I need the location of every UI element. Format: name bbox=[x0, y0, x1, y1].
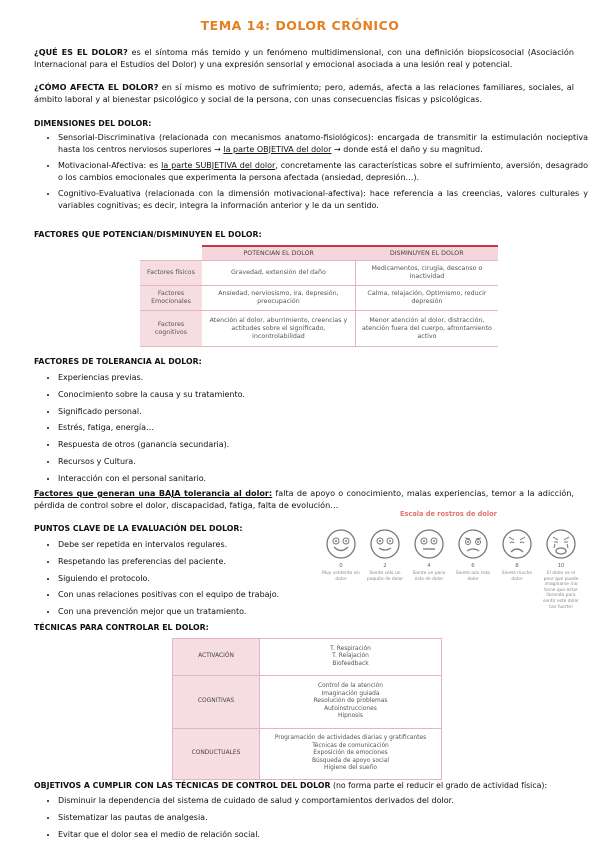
evaluation-heading: PUNTOS CLAVE DE LA EVALUACIÓN DEL DOLOR: bbox=[34, 524, 243, 533]
list-item: • Significado personal. bbox=[58, 406, 588, 418]
list-item: • Con unas relaciones positivas con el equipo de trabajo. bbox=[58, 589, 318, 601]
list-item: • Respuesta de otros (ganancia secundaria). bbox=[58, 439, 588, 451]
technique-line: Higiene del sueño bbox=[324, 765, 377, 772]
question-how-pain-affects: ¿CÓMO AFECTA EL DOLOR? bbox=[34, 82, 159, 92]
row-label: CONDUCTUALES bbox=[173, 729, 260, 780]
list-item: • Disminuir la dependencia del sistema de cuidado de salud y comportamientos derivados del dolor. bbox=[58, 795, 588, 807]
cell-potencian: Ansiedad, nerviosismo, ira, depresión, preocupación bbox=[202, 286, 355, 311]
pain-face-number: 4 bbox=[427, 563, 431, 569]
question-what-is-pain: ¿QUÉ ES EL DOLOR? bbox=[34, 47, 128, 57]
pain-face-8 bbox=[498, 528, 536, 582]
pain-face-4 bbox=[410, 528, 448, 582]
list-item: • Siguiendo el protocolo. bbox=[58, 573, 318, 585]
cell-disminuyen: Menor atención al dolor, distracción, atención fuera del cuerpo, afrontamiento activo bbox=[355, 311, 498, 347]
dimension-sensorial bbox=[58, 132, 588, 155]
objectives-heading: OBJETIVOS A CUMPLIR CON LAS TÉCNICAS DE CONTROL DEL DOLOR bbox=[34, 781, 331, 790]
technique-line: Control de la atención bbox=[317, 683, 383, 690]
dimension-motivacional-tail: , concretamente las características sobre el sufrimiento, aversión, desagrado o los cambios emocionales que experimenta la persona afectada (ansiedad, depresión…). bbox=[58, 161, 588, 182]
list-item: • Evitar que el dolor sea el medio de relación social. bbox=[58, 829, 588, 841]
pain-face-label: Siente aún más dolor bbox=[455, 571, 491, 582]
pain-face-0 bbox=[322, 528, 360, 582]
pain-face-label: El dolor es el peor que puede imaginarse (no tiene que estar llorando para sentir este dolor tan fuerte) bbox=[543, 571, 579, 610]
factors-col-disminuyen: DISMINUYEN EL DOLOR bbox=[355, 246, 498, 261]
pain-face-2 bbox=[366, 528, 404, 582]
dimensions-list bbox=[42, 132, 588, 216]
techniques-table bbox=[172, 638, 442, 780]
table-row bbox=[140, 261, 498, 286]
list-item: • Sistematizar las pautas de analgesia. bbox=[58, 812, 588, 824]
list-item: • Interacción con el personal sanitario. bbox=[58, 473, 588, 485]
list-item: • Con una prevención mejor que un tratamiento. bbox=[58, 606, 318, 618]
pain-face-label: Siente sólo un poquito de dolor bbox=[366, 571, 404, 582]
answer-what-is-pain: es el síntoma más temido y un fenómeno multidimensional, con una definición biopsicosocial (Asociación Internacional para el Estudios del Dolor) y una expresión sensorial y emocional asociada a una lesión real y potencial. bbox=[34, 47, 574, 69]
list-item: • Conocimiento sobre la causa y su tratamiento. bbox=[58, 389, 588, 401]
page-title: TEMA 14: DOLOR CRÓNICO bbox=[200, 18, 400, 33]
row-label: Factores físicos bbox=[140, 261, 202, 286]
list-item: • Recursos y Cultura. bbox=[58, 456, 588, 468]
factors-heading: FACTORES QUE POTENCIAN/DISMINUYEN EL DOLOR: bbox=[34, 230, 262, 239]
technique-line: Resolución de problemas bbox=[313, 698, 388, 705]
dimension-motivacional-text: Motivacional-Afectiva: es bbox=[58, 161, 162, 170]
list-item: • Debe ser repetida en intervalos regulares. bbox=[58, 539, 318, 551]
tolerance-heading: FACTORES DE TOLERANCIA AL DOLOR: bbox=[34, 357, 202, 366]
subjective-part: la parte SUBJETIVA del dolor bbox=[161, 161, 276, 170]
dimension-sensorial-text: Sensorial-Discriminativa (relacionada con mecanismos anatomo-fisiológicos): encargada de transmitir la estimulación nocieptiva hasta los centros nerviosos superiores → bbox=[58, 133, 588, 154]
evaluation-list bbox=[42, 539, 318, 623]
table-row bbox=[173, 639, 442, 676]
technique-line: Hipnosis bbox=[338, 713, 363, 720]
slight-smile-face-icon bbox=[369, 528, 401, 560]
cell-disminuyen: Calma, relajación, Optimismo, reducir depresión bbox=[355, 286, 498, 311]
crying-face-icon bbox=[545, 528, 577, 560]
table-row bbox=[140, 311, 498, 347]
low-tolerance-text: falta de apoyo o conocimiento, malas experiencias, temor a la adicción, pérdida de control sobre el dolor, discapacidad, fatiga, falta de evolución… bbox=[34, 488, 574, 510]
techniques-cell bbox=[260, 676, 442, 729]
answer-how-pain-affects: en sí mismo es motivo de sufrimiento; pero, además, afecta a las relaciones familiares, sociales, al ámbito laboral y al bienestar psicológico y social de la persona, con unas consecuencias físicas y psicológicas. bbox=[34, 82, 574, 104]
intro-what-is-pain bbox=[34, 47, 574, 70]
row-label: Factores cognitivos bbox=[140, 311, 202, 347]
technique-line: T. Respiración bbox=[330, 645, 371, 652]
list-item: • Respetando las preferencias del paciente. bbox=[58, 556, 318, 568]
pain-face-number: 2 bbox=[383, 563, 387, 569]
pain-faces-scale bbox=[322, 528, 578, 628]
objective-part: la parte OBJETIVA del dolor bbox=[223, 144, 332, 154]
low-tolerance-label: Factores que generan una BAJA tolerancia al dolor: bbox=[34, 488, 273, 498]
objectives-list bbox=[42, 795, 588, 845]
happy-face-icon bbox=[325, 528, 357, 560]
techniques-cell bbox=[260, 729, 442, 780]
row-label: ACTIVACIÓN bbox=[173, 639, 260, 676]
pain-face-6 bbox=[454, 528, 492, 582]
table-row bbox=[173, 676, 442, 729]
factors-table bbox=[140, 245, 498, 347]
cell-disminuyen: Medicamentos, cirugía, descanso o inactividad bbox=[355, 261, 498, 286]
pain-face-number: 6 bbox=[471, 563, 475, 569]
pain-face-number: 10 bbox=[557, 563, 565, 569]
low-tolerance-paragraph bbox=[34, 488, 574, 511]
pain-scale-title: Escala de rostros de dolor bbox=[400, 510, 497, 518]
table-row bbox=[173, 729, 442, 780]
technique-line: Programación de actividades diarias y gratificantes bbox=[274, 735, 427, 742]
objectives-note: (no forma parte el reducir el grado de actividad física): bbox=[330, 781, 548, 790]
dimension-sensorial-tail: → donde está el daño y su magnitud. bbox=[331, 144, 483, 154]
neutral-face-icon bbox=[413, 528, 445, 560]
sad-face-icon bbox=[457, 528, 489, 560]
cell-potencian: Atención al dolor, aburrimiento, creencias y actitudes sobre el significado, incontrolabilidad bbox=[202, 311, 355, 347]
intro-how-pain-affects bbox=[34, 82, 574, 105]
pain-face-number: 0 bbox=[339, 563, 343, 569]
pain-face-label: Siente un poco más de dolor bbox=[412, 571, 446, 582]
technique-line: T. Relajación bbox=[332, 653, 369, 660]
factors-table-corner bbox=[140, 246, 202, 261]
technique-line: Búsqueda de apoyo social bbox=[311, 757, 390, 764]
techniques-heading: TÉCNICAS PARA CONTROLAR EL DOLOR: bbox=[34, 623, 209, 632]
tolerance-list bbox=[42, 372, 588, 490]
list-item: • Estrés, fatiga, energía… bbox=[58, 422, 588, 434]
table-row bbox=[140, 286, 498, 311]
technique-line: Técnicas de comunicación bbox=[312, 742, 389, 749]
pain-face-10 bbox=[542, 528, 580, 610]
row-label: COGNITIVAS bbox=[173, 676, 260, 729]
pain-face-label: Siente mucho dolor bbox=[501, 571, 533, 582]
dimensions-heading: DIMENSIONES DEL DOLOR: bbox=[34, 119, 152, 128]
dimension-cognitivo: • Cognitivo-Evaluativa (relacionada con la dimensión motivacional-afectiva): hace referencia a las creencias, valores culturales y variables cognitivas; es decir, integra la información anterior y le da un sentido. bbox=[58, 188, 588, 211]
technique-line: Exposición de emociones bbox=[313, 750, 388, 757]
dimension-motivacional bbox=[58, 160, 588, 183]
pain-face-number: 8 bbox=[515, 563, 519, 569]
objectives-heading-line bbox=[34, 780, 574, 792]
technique-line: Biofeedback bbox=[332, 660, 369, 667]
list-item: • Experiencias previas. bbox=[58, 372, 588, 384]
row-label: Factores Emocionales bbox=[140, 286, 202, 311]
cell-potencian: Gravedad, extensión del daño bbox=[202, 261, 355, 286]
pain-face-label: Muy contento sin dolor bbox=[322, 571, 360, 582]
technique-line: Autoinstrucciones bbox=[324, 705, 377, 712]
techniques-cell bbox=[260, 639, 442, 676]
very-sad-face-icon bbox=[501, 528, 533, 560]
technique-line: Imaginación guiada bbox=[321, 690, 380, 697]
factors-col-potencian: POTENCIAN EL DOLOR bbox=[202, 246, 355, 261]
